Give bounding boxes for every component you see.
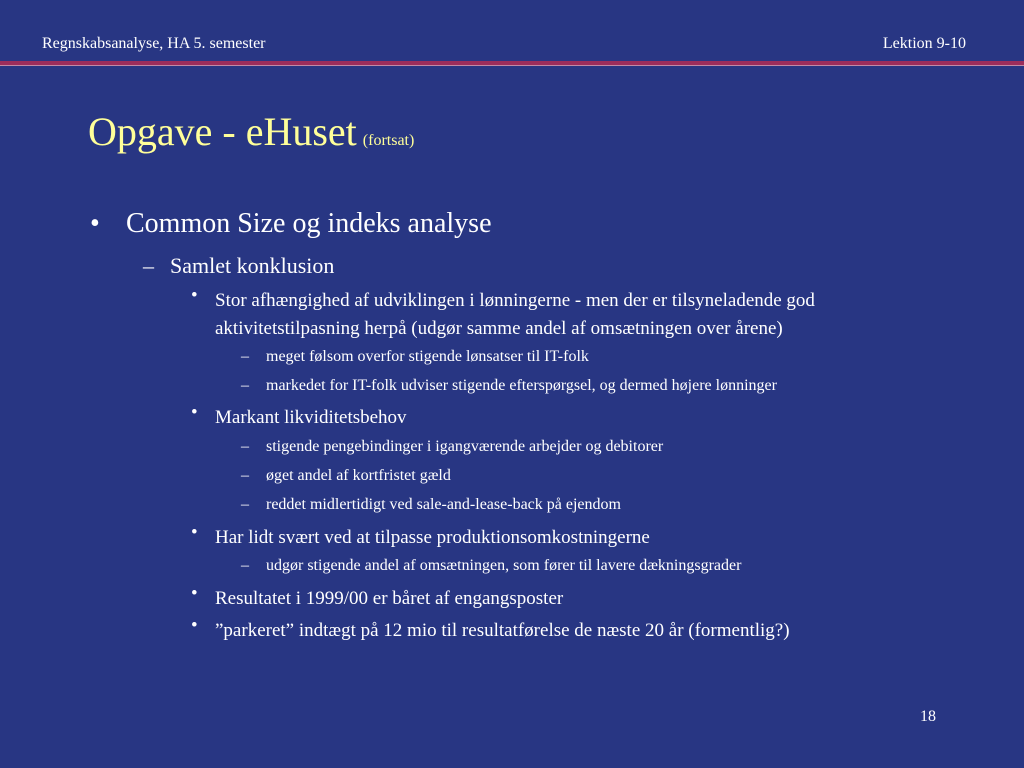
- point-4-text: Resultatet i 1999/00 er båret af engangsposter: [215, 588, 564, 609]
- sub-point-dash: –: [241, 467, 249, 484]
- heading-bullet: •: [90, 208, 100, 239]
- point-bullet: •: [191, 522, 198, 543]
- course-name: Regnskabsanalyse, HA 5. semester: [42, 35, 266, 52]
- sub-point-dash: –: [241, 496, 249, 513]
- page-number: 18: [920, 708, 936, 725]
- point-3-sub-1: udgør stigende andel af omsætningen, som fører til lavere dækningsgrader: [266, 557, 742, 574]
- sub-point-dash: –: [241, 557, 249, 574]
- point-bullet: •: [191, 402, 198, 423]
- point-2-sub-2: øget andel af kortfristet gæld: [266, 467, 451, 484]
- outline-subheading: Samlet konklusion: [170, 253, 335, 278]
- sub-point-dash: –: [241, 438, 249, 455]
- point-2-sub-1: stigende pengebindinger i igangværende arbejder og debitorer: [266, 438, 664, 455]
- point-bullet: •: [191, 285, 198, 306]
- point-1-sub-2: markedet for IT-folk udviser stigende efterspørgsel, og dermed højere lønninger: [266, 377, 777, 394]
- point-3-text: Har lidt svært ved at tilpasse produktionsomkostningerne: [215, 527, 650, 548]
- outline-heading: Common Size og indeks analyse: [126, 208, 492, 239]
- point-2-text: Markant likviditetsbehov: [215, 407, 407, 428]
- subheading-dash: –: [143, 253, 154, 278]
- point-1-sub-1: meget følsom overfor stigende lønsatser til IT-folk: [266, 348, 589, 365]
- point-5-text: ”parkeret” indtægt på 12 mio til resultatførelse de næste 20 år (formentlig?): [215, 620, 790, 641]
- point-bullet: •: [191, 583, 198, 604]
- point-2-sub-3: reddet midlertidigt ved sale-and-lease-back på ejendom: [266, 496, 621, 513]
- slide-title-suffix: (fortsat): [362, 132, 415, 149]
- point-1-line-2: aktivitetstilpasning herpå (udgør samme andel af omsætningen over årene): [215, 318, 783, 339]
- sub-point-dash: –: [241, 377, 249, 394]
- lecture-label: Lektion 9-10: [882, 35, 966, 52]
- sub-point-dash: –: [241, 348, 249, 365]
- point-bullet: •: [191, 615, 198, 636]
- point-1-line-1: Stor afhængighed af udviklingen i lønningerne - men der er tilsyneladende god: [215, 290, 815, 311]
- slide-title-text: Opgave - eHuset: [88, 109, 357, 154]
